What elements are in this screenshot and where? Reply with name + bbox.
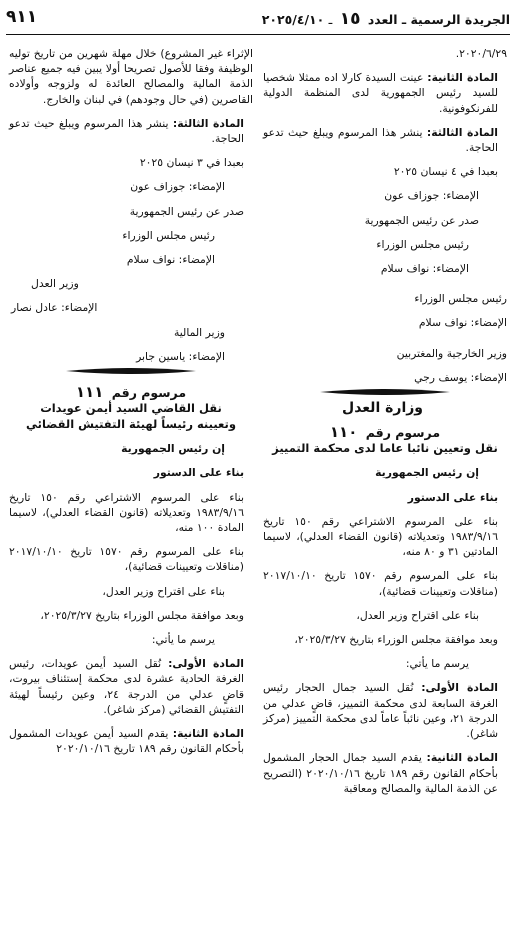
decree-subject: نقل وتعيين نائبا عاما لدى محكمة التمييز (272, 441, 498, 456)
preamble-item: وبعد موافقة مجلس الوزراء بتاريخ ٢٠٢٥/٣/٢٧، (40, 608, 244, 622)
article-1 (9, 656, 253, 717)
article-text: ينشر هذا المرسوم ويبلغ حيث تدعو الحاجة. (9, 116, 244, 146)
article-2 (263, 70, 507, 116)
signature: الإمضاء: نواف سلام (126, 253, 215, 267)
decree-label: مرسوم رقم (365, 425, 441, 441)
decree-subject: نقل القاضي السيد أيمن عويدات (40, 401, 222, 416)
article-2 (263, 750, 507, 796)
constitution-line: بناء على الدستور (153, 466, 244, 480)
page-header (6, 4, 510, 35)
signatory-title: رئيس مجلس الوزراء (376, 237, 469, 251)
article-label: المادة الثانية: (426, 751, 498, 765)
signatory-title: وزير العدل (31, 277, 79, 291)
issue-date: ٢٠٢٥/٤/١٠ (261, 12, 325, 27)
decree-number: ١١١ (75, 383, 104, 402)
article-text: نُقل السيد جمال الحجار رئيس الغرفة السابعة لدى محكمة التمييز، قاضٍ عدلي من الدرجة ٢١، وعين نائباً عاماً لدى محكمة التمييز (مركز شاغر). (263, 681, 498, 741)
preamble-item: بناء على المرسوم الاشتراعي رقم ١٥٠ تاريخ ١٩٨٣/٩/١٦ وتعديلاته (قانون القضاء العدلي)، لاسيما المادتين ٣١ و ٨٠ منه، (263, 514, 498, 559)
right-column (263, 46, 507, 796)
ministry-title: وزارة العدل (342, 400, 423, 417)
decrees-line: يرسم ما يأتي: (405, 657, 469, 671)
article-label: المادة الثالثة: (172, 116, 245, 130)
decree-number: ١١٠ (329, 423, 358, 442)
decree-heading (9, 385, 253, 400)
article-3 (9, 116, 253, 146)
signatory-title: وزير الخارجية والمغتربين (396, 346, 507, 360)
decree-heading (263, 425, 507, 440)
president-line: إن رئيس الجمهورية (375, 466, 479, 480)
article-label: المادة الثانية: (172, 727, 245, 741)
article-2 (9, 726, 253, 756)
decrees-line: يرسم ما يأتي: (151, 633, 215, 647)
signature: الإمضاء: جوزاف عون (384, 189, 479, 203)
article-label: المادة الأولى: (168, 657, 244, 671)
preamble-item: وبعد موافقة مجلس الوزراء بتاريخ ٢٠٢٥/٣/٢٧، (294, 633, 498, 647)
preamble-item: بناء على المرسوم الاشتراعي رقم ١٥٠ تاريخ ١٩٨٣/٩/١٦ وتعديلاته (قانون القضاء العدلي)، لاسيما المادة ١٠٠ منه، (9, 490, 244, 535)
article-label: المادة الأولى: (421, 681, 499, 695)
article-3 (263, 125, 507, 155)
gazette-name: الجريدة الرسمية ـ العدد (367, 12, 510, 27)
signature: الإمضاء: عادل نصار (11, 301, 98, 315)
header-separator: ـ (328, 12, 333, 27)
signatory-title: رئيس مجلس الوزراء (122, 228, 215, 242)
signature: الإمضاء: ياسين جابر (136, 349, 225, 363)
signature: الإمضاء: يوسف رجي (414, 370, 507, 384)
decree-subject: وتعيينه رئيساً لهيئة التفتيش القضائي (26, 417, 236, 432)
issued-by: صدر عن رئيس الجمهورية (364, 213, 479, 227)
article-label: المادة الثالثة: (426, 125, 499, 139)
header-title (262, 9, 510, 29)
page-number: ٩١١ (6, 7, 38, 27)
preamble-item: بناء على المرسوم رقم ١٥٧٠ تاريخ ٢٠١٧/١٠/١٠ (مناقلات وتعيينات قضائية)، (263, 569, 498, 598)
preamble-item: بناء على اقتراح وزير العدل، (356, 608, 479, 622)
divider-ornament (66, 366, 196, 376)
article-label: المادة الثانية: (427, 71, 498, 85)
left-column (9, 46, 253, 757)
issued-by: صدر عن رئيس الجمهورية (129, 204, 244, 218)
dated-line: بعبدا في ٣ نيسان ٢٠٢٥ (139, 156, 244, 170)
article-text: يقدم السيد أيمن عويدات المشمول بأحكام القانون رقم ١٨٩ تاريخ ٢٠٢٠/١٠/١٦ (9, 727, 244, 756)
issue-number: ١٥ (339, 9, 361, 29)
president-line: إن رئيس الجمهورية (121, 442, 225, 456)
article-text: عينت السيدة كارلا اده ممثلا شخصيا للسيد رئيس الجمهورية لدى المنظمة الدولية للفرنكوفونية. (263, 71, 498, 115)
dated-line: بعبدا في ٤ نيسان ٢٠٢٥ (393, 165, 498, 179)
divider-ornament (320, 387, 450, 397)
decree-label: مرسوم رقم (111, 385, 187, 401)
article-text: يقدم السيد جمال الحجار المشمول بأحكام القانون رقم ١٨٩ تاريخ ٢٠٢٠/١٠/١٦ (التصريح عن الذمة المالية والمصالح ومعاقبة (263, 751, 498, 795)
signature: الإمضاء: نواف سلام (380, 262, 469, 276)
preamble-item: بناء على اقتراح وزير العدل، (102, 584, 225, 598)
constitution-line: بناء على الدستور (407, 490, 498, 504)
signature: الإمضاء: نواف سلام (418, 316, 507, 330)
signatory-title: وزير المالية (174, 325, 225, 339)
preamble-item: بناء على المرسوم رقم ١٥٧٠ تاريخ ٢٠١٧/١٠/١٠ (مناقلات وتعيينات قضائية)، (9, 545, 244, 574)
article-continuation: الإثراء غير المشروع) خلال مهلة شهرين من تاريخ توليه الوظيفة وفقا للأصول تصريحا أولا يبين فيه جميع عناصر الذمة المالية والمصالح العائدة له ولزوجه وأولاده القاصرين (في حال وجودهم) في لبنان والخارج. (9, 47, 253, 106)
article-text: نُقل السيد أيمن عويدات، رئيس الغرفة الحادية عشرة لدى محكمة إستئناف بيروت، قاضٍ عدلي من الدرجة ٢٤، وعين رئيساً لهيئة التفتيش القضائي (مركز شاغر). (9, 657, 244, 716)
signatory-title: رئيس مجلس الوزراء (414, 292, 507, 306)
article-text: ينشر هذا المرسوم ويبلغ حيث تدعو الحاجة. (263, 125, 498, 155)
article-1 (263, 680, 507, 741)
date-line: ٢٠٢٠/٦/٢٩. (455, 47, 507, 60)
signature: الإمضاء: جوزاف عون (130, 180, 225, 194)
